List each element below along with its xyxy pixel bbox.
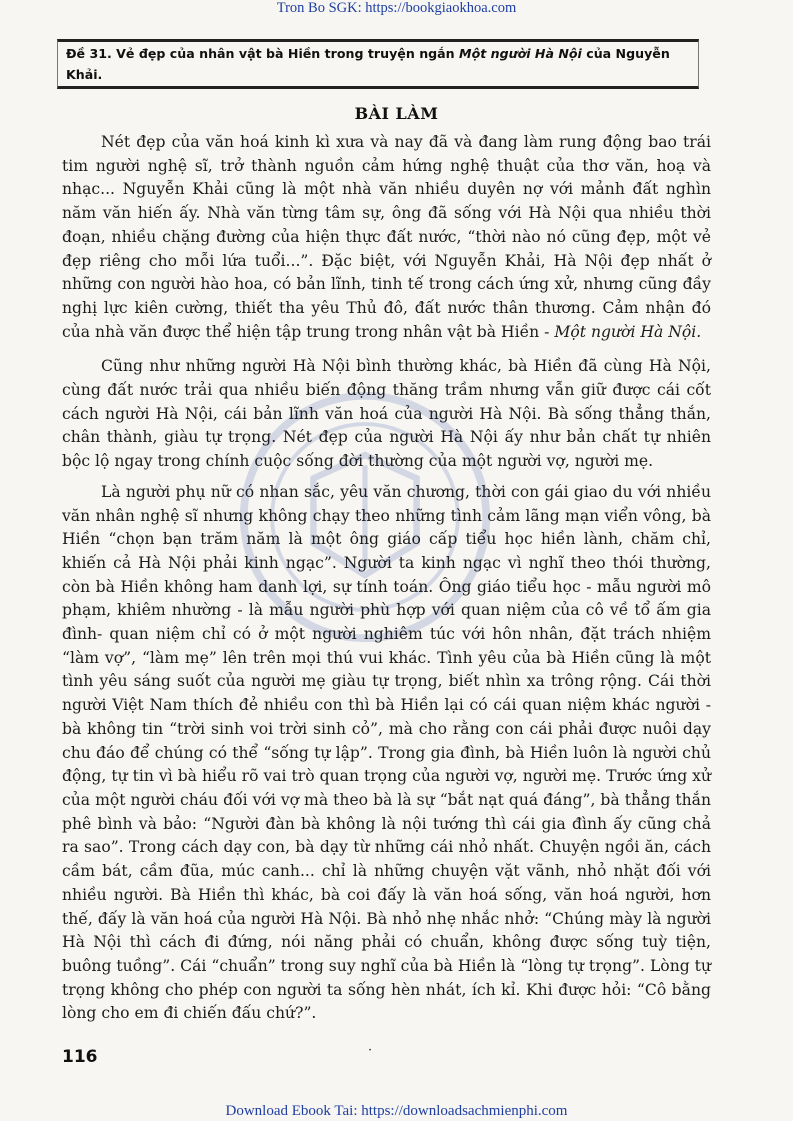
header-source-link[interactable]: Tron Bo SGK: https://bookgiaokhoa.com	[276, 0, 517, 16]
question-work-title: Một người Hà Nội	[459, 46, 582, 61]
question-box	[57, 39, 699, 89]
page-number: 116	[62, 1047, 98, 1067]
question-suffix: của Nguyễn Khải.	[66, 46, 670, 82]
paragraph-1-work-title: Một người Hà Nội.	[554, 322, 702, 341]
paragraph-2: Cũng như những người Hà Nội bình thường khác, bà Hiền đã cùng Hà Nội, cùng đất nước trải qua nhiều biến động thăng trầm nhưng vẫn giữ được cái cốt cách người Hà Nội, cái bản lĩnh văn hoá của người Hà Nội. Bà sống thẳng thắn, chân thành, giàu tự trọng. Nét đẹp của người Hà Nội ấy như bản chất tự nhiên bộc lộ ngay trong chính cuộc sống đời thường của một người vợ, người mẹ.	[62, 357, 711, 471]
footer-download-link[interactable]: Download Ebook Tai: https://downloadsachmienphi.com	[225, 1103, 568, 1119]
paragraph-1	[62, 131, 711, 344]
question-text: Đề 31. Vẻ đẹp của nhân vật bà Hiền trong truyện ngắn	[66, 46, 460, 61]
essay-body	[62, 131, 711, 1026]
center-mark: ·	[368, 1043, 373, 1058]
essay-heading: BÀI LÀM	[354, 104, 439, 123]
paragraph-3: Là người phụ nữ có nhan sắc, yêu văn chương, thời con gái giao du với nhiều văn nhân nghệ sĩ nhưng không chạy theo những tình cảm lãng mạn viển vông, bà Hiền “chọn bạn trăm năm là một ông giáo cấp tiểu học hiền lành, chăm chỉ, khiến cả Hà Nội phải kinh ngạc”. Người ta kinh ngạc vì nghĩ theo thói thường, còn bà Hiền không ham danh lợi, sự tính toán. Ông giáo tiểu học - mẫu người mô phạm, khiêm nhường - là mẫu người phù hợp với quan niệm của cô về tổ ấm gia đình- quan niệm chỉ có ở một người nghiêm túc với hôn nhân, đặt trách nhiệm “làm vợ”, “làm mẹ” lên trên mọi thú vui khác. Tình yêu của bà Hiền cũng là một tình yêu sáng suốt của người mẹ giàu tự trọng, biết nhìn xa trông rộng. Cái thời người Việt Nam thích đẻ nhiều con thì bà Hiền lại có cái quan niệm khác người - bà không tin “trời sinh voi trời sinh cỏ”, mà cho rằng con cái phải được nuôi dạy chu đáo để chúng có thể “sống tự lập”. Trong gia đình, bà Hiền luôn là người chủ động, tự tin vì bà hiểu rõ vai trò quan trọng của người vợ, người mẹ. Trước ứng xử của một người cháu đối với vợ mà theo bà là sự “bắt nạt quá đáng”, bà thẳng thắn phê bình và bảo: “Người đàn bà không là nội tướng thì cái gia đình ấy cũng chả ra sao”. Trong cách dạy con, bà dạy từ những cái nhỏ nhất. Chuyện ngồi ăn, cách cầm bát, cầm đũa, múc canh... chỉ là những chuyện vặt vãnh, nhỏ nhặt đối với nhiều người. Bà Hiền thì khác, bà coi đấy là văn hoá sống, văn hoá người, hơn thế, đấy là văn hoá của người Hà Nội. Bà nhỏ nhẹ nhắc nhở: “Chúng mày là người Hà Nội thì cách đi đứng, nói năng phải có chuẩn, không được sống tuỳ tiện, buông tuồng”. Cái “chuẩn” trong suy nghĩ của bà Hiền là “lòng tự trọng”. Lòng tự trọng không cho phép con người ta sống hèn nhát, ích kỉ. Khi được hỏi: “Cô bằng lòng cho em đi chiến đấu chứ?”.	[62, 482, 711, 1023]
paragraph-1-text: Nét đẹp của văn hoá kinh kì xưa và nay đã và đang làm rung động bao trái tim người nghệ sĩ, trở thành nguồn cảm hứng nghệ thuật của thơ văn, hoạ và nhạc... Nguyễn Khải cũng là một nhà văn nhiều duyên nợ với mảnh đất nghìn năm văn hiến ấy. Nhà văn từng tâm sự, ông đã sống với Hà Nội qua nhiều thời đoạn, nhiều chặng đường của hiện thực đất nước, “thời nào nó cũng đẹp, một vẻ đẹp riêng cho mỗi lứa tuổi...”. Đặc biệt, với Nguyễn Khải, Hà Nội đẹp nhất ở những con người hào hoa, có bản lĩnh, tinh tế trong cách ứng xử, nhưng cũng đầy nghị lực kiên cường, thiết tha yêu Thủ đô, đất nước thân thương. Cảm nhận đó của nhà văn được thể hiện tập trung trong nhân vật bà Hiền -	[62, 133, 711, 341]
